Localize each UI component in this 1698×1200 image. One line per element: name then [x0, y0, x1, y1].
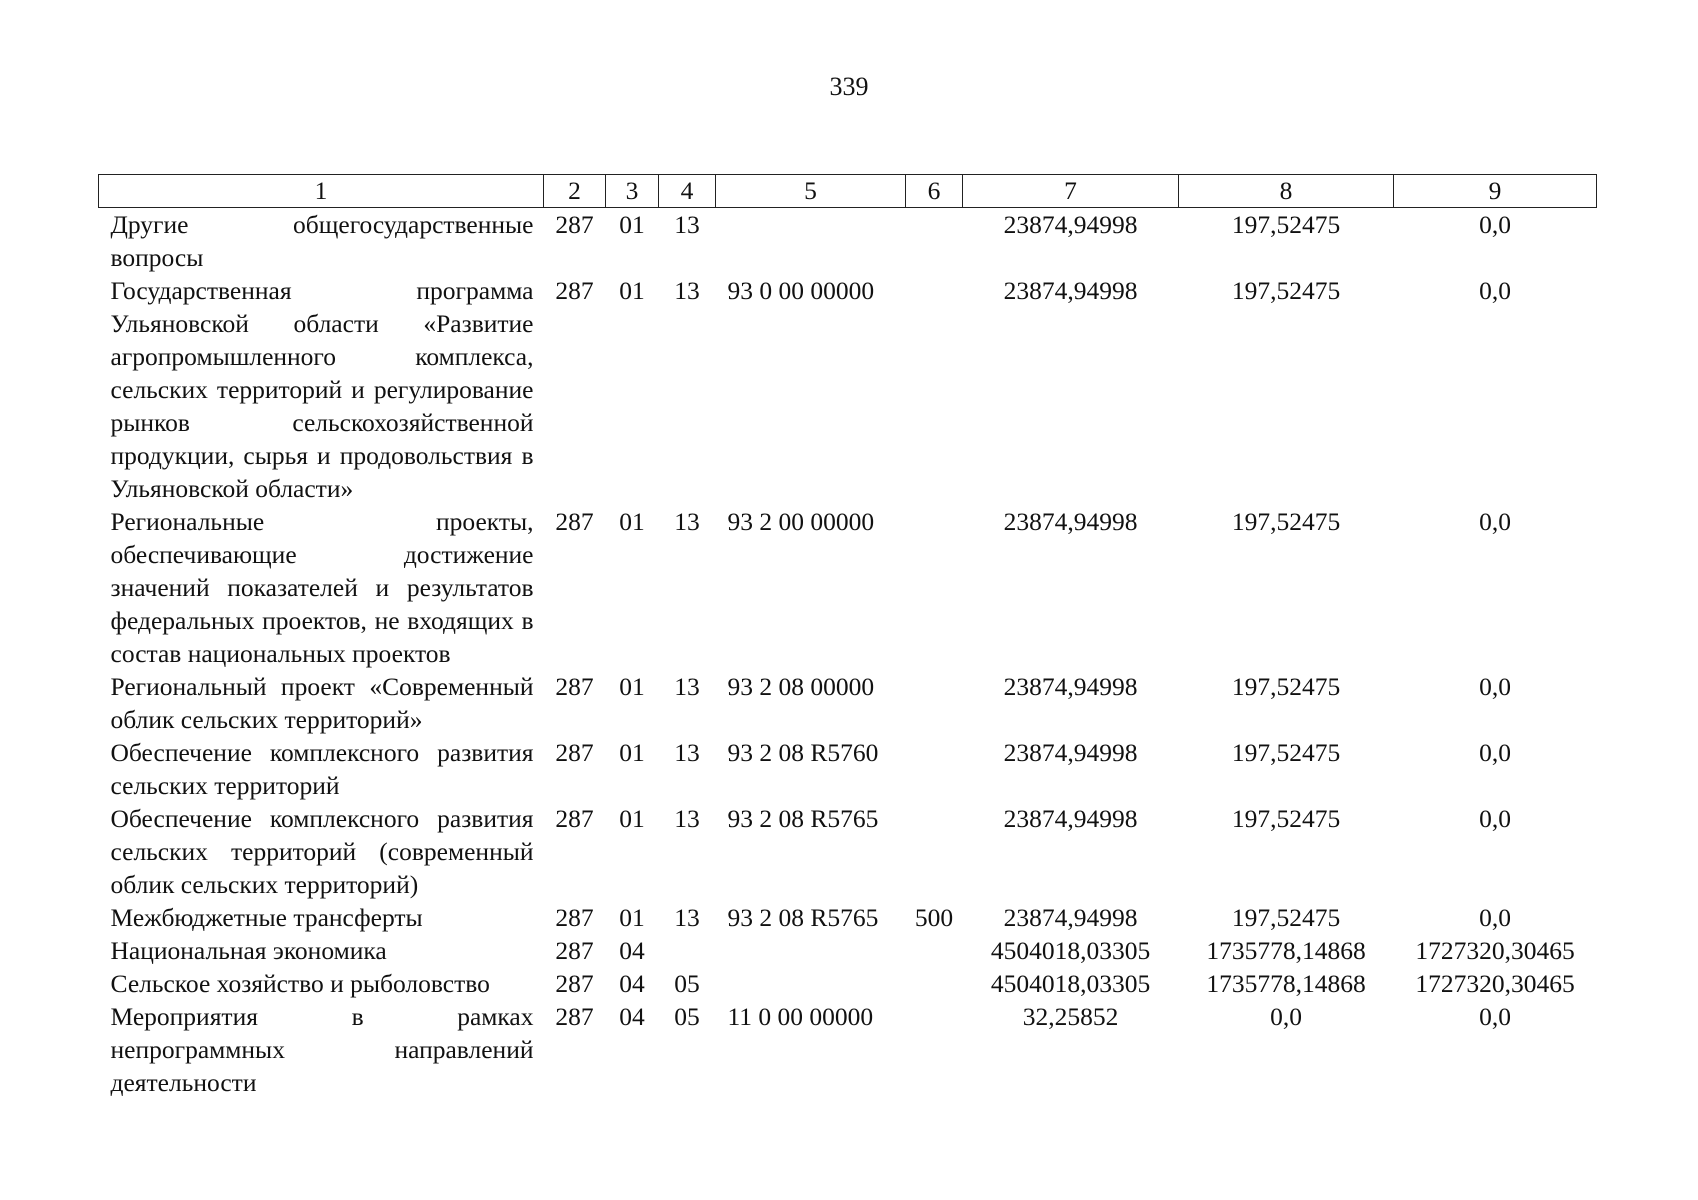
table-row — [99, 670, 1597, 736]
col3-code: 01 — [619, 507, 645, 536]
col9-amount: 0,0 — [1479, 903, 1511, 932]
col6-code — [906, 505, 963, 670]
column-header-2: 2 — [544, 175, 606, 208]
col4-code — [659, 934, 716, 967]
column-header-3: 3 — [606, 175, 659, 208]
col5-code: 93 2 08 R5765 — [727, 804, 879, 833]
table-row — [99, 736, 1597, 802]
row-name: Государственная программа Ульяновской области «Развитие агропромышленного комплекса, сельских территорий и регулирование рынков сельскохозяйственной продукции, сырья и продовольствия в Ульяновской области» — [110, 276, 534, 503]
col5-code: 93 0 00 00000 — [727, 276, 875, 305]
col3-code: 01 — [619, 903, 645, 932]
col7-amount: 23874,94998 — [1003, 210, 1138, 239]
col2-code: 287 — [555, 903, 594, 932]
table-row — [99, 274, 1597, 505]
col9-amount: 0,0 — [1479, 1002, 1511, 1031]
column-header-9: 9 — [1394, 175, 1597, 208]
col4-code: 05 — [674, 1002, 700, 1031]
col6-code — [906, 670, 963, 736]
col9-amount: 1727320,30465 — [1415, 936, 1575, 965]
col6-code — [906, 802, 963, 901]
row-name: Межбюджетные трансферты — [110, 903, 423, 932]
row-name: Обеспечение комплексного развития сельских территорий (современный облик сельских территорий) — [110, 804, 534, 899]
col2-code: 287 — [555, 738, 594, 767]
column-header-8: 8 — [1179, 175, 1394, 208]
header-row — [99, 175, 1597, 208]
table-row — [99, 967, 1597, 1000]
col8-amount: 197,52475 — [1231, 276, 1341, 305]
row-name: Обеспечение комплексного развития сельских территорий — [110, 738, 534, 800]
col8-amount: 197,52475 — [1231, 672, 1341, 701]
col2-code: 287 — [555, 672, 594, 701]
col7-amount: 23874,94998 — [1003, 672, 1138, 701]
row-name: Сельское хозяйство и рыболовство — [110, 969, 490, 998]
table-row — [99, 934, 1597, 967]
col9-amount: 0,0 — [1479, 507, 1511, 536]
table-row — [99, 1000, 1597, 1099]
col6-code — [906, 934, 963, 967]
col6-code — [906, 967, 963, 1000]
col9-amount: 0,0 — [1479, 804, 1511, 833]
col4-code: 13 — [674, 210, 700, 239]
col3-code: 01 — [619, 672, 645, 701]
col3-code: 01 — [619, 210, 645, 239]
row-name: Национальная экономика — [110, 936, 387, 965]
column-header-5: 5 — [716, 175, 906, 208]
col9-amount: 1727320,30465 — [1415, 969, 1575, 998]
col5-code: 11 0 00 00000 — [727, 1002, 874, 1031]
col4-code: 13 — [674, 903, 700, 932]
table-row — [99, 208, 1597, 275]
table-body — [99, 208, 1597, 1100]
col7-amount: 32,25852 — [1022, 1002, 1119, 1031]
column-header-4: 4 — [659, 175, 716, 208]
col5-code — [716, 934, 906, 967]
row-name: Региональные проекты, обеспечивающие достижение значений показателей и результатов федеральных проектов, не входящих в состав национальных проектов — [110, 507, 534, 668]
col5-code: 93 2 08 R5760 — [727, 738, 879, 767]
budget-table — [98, 174, 1597, 1099]
col3-code: 04 — [619, 936, 645, 965]
table-row — [99, 802, 1597, 901]
col2-code: 287 — [555, 804, 594, 833]
col5-code: 93 2 00 00000 — [727, 507, 875, 536]
row-name: Другие общегосударственные вопросы — [110, 210, 534, 272]
col6-code — [906, 1000, 963, 1099]
col8-amount: 197,52475 — [1231, 210, 1341, 239]
col5-code: 93 2 08 R5765 — [727, 903, 879, 932]
col5-code — [716, 967, 906, 1000]
col4-code: 13 — [674, 507, 700, 536]
col2-code: 287 — [555, 507, 594, 536]
col4-code: 13 — [674, 804, 700, 833]
col2-code: 287 — [555, 276, 594, 305]
col7-amount: 4504018,03305 — [990, 969, 1151, 998]
table-row — [99, 901, 1597, 934]
col6-code — [906, 736, 963, 802]
col3-code: 01 — [619, 804, 645, 833]
row-name: Мероприятия в рамках непрограммных направлений деятельности — [110, 1002, 534, 1097]
col8-amount: 0,0 — [1270, 1002, 1302, 1031]
column-header-6: 6 — [906, 175, 963, 208]
col7-amount: 23874,94998 — [1003, 507, 1138, 536]
col4-code: 13 — [674, 672, 700, 701]
col2-code: 287 — [555, 936, 594, 965]
col9-amount: 0,0 — [1479, 276, 1511, 305]
col8-amount: 197,52475 — [1231, 903, 1341, 932]
row-name: Региональный проект «Современный облик сельских территорий» — [110, 672, 534, 734]
col3-code: 04 — [619, 969, 645, 998]
col4-code: 13 — [674, 276, 700, 305]
table-row — [99, 505, 1597, 670]
col7-amount: 23874,94998 — [1003, 738, 1138, 767]
col7-amount: 23874,94998 — [1003, 903, 1138, 932]
col9-amount: 0,0 — [1479, 738, 1511, 767]
col3-code: 04 — [619, 1002, 645, 1031]
column-header-1: 1 — [99, 175, 544, 208]
col7-amount: 23874,94998 — [1003, 276, 1138, 305]
col9-amount: 0,0 — [1479, 210, 1511, 239]
page-number: 339 — [829, 72, 869, 101]
column-header-7: 7 — [963, 175, 1179, 208]
table-header — [99, 175, 1597, 208]
col6-code — [906, 208, 963, 275]
col3-code: 01 — [619, 276, 645, 305]
col2-code: 287 — [555, 1002, 594, 1031]
col8-amount: 197,52475 — [1231, 507, 1341, 536]
col2-code: 287 — [555, 969, 594, 998]
col6-code — [906, 274, 963, 505]
col2-code: 287 — [555, 210, 594, 239]
col7-amount: 4504018,03305 — [990, 936, 1151, 965]
col8-amount: 197,52475 — [1231, 804, 1341, 833]
col8-amount: 1735778,14868 — [1206, 936, 1366, 965]
col8-amount: 1735778,14868 — [1206, 969, 1366, 998]
col6-code: 500 — [914, 903, 954, 932]
col3-code: 01 — [619, 738, 645, 767]
col5-code — [716, 208, 906, 275]
col4-code: 13 — [674, 738, 700, 767]
col8-amount: 197,52475 — [1231, 738, 1341, 767]
col9-amount: 0,0 — [1479, 672, 1511, 701]
col4-code: 05 — [674, 969, 700, 998]
col5-code: 93 2 08 00000 — [727, 672, 875, 701]
col7-amount: 23874,94998 — [1003, 804, 1138, 833]
